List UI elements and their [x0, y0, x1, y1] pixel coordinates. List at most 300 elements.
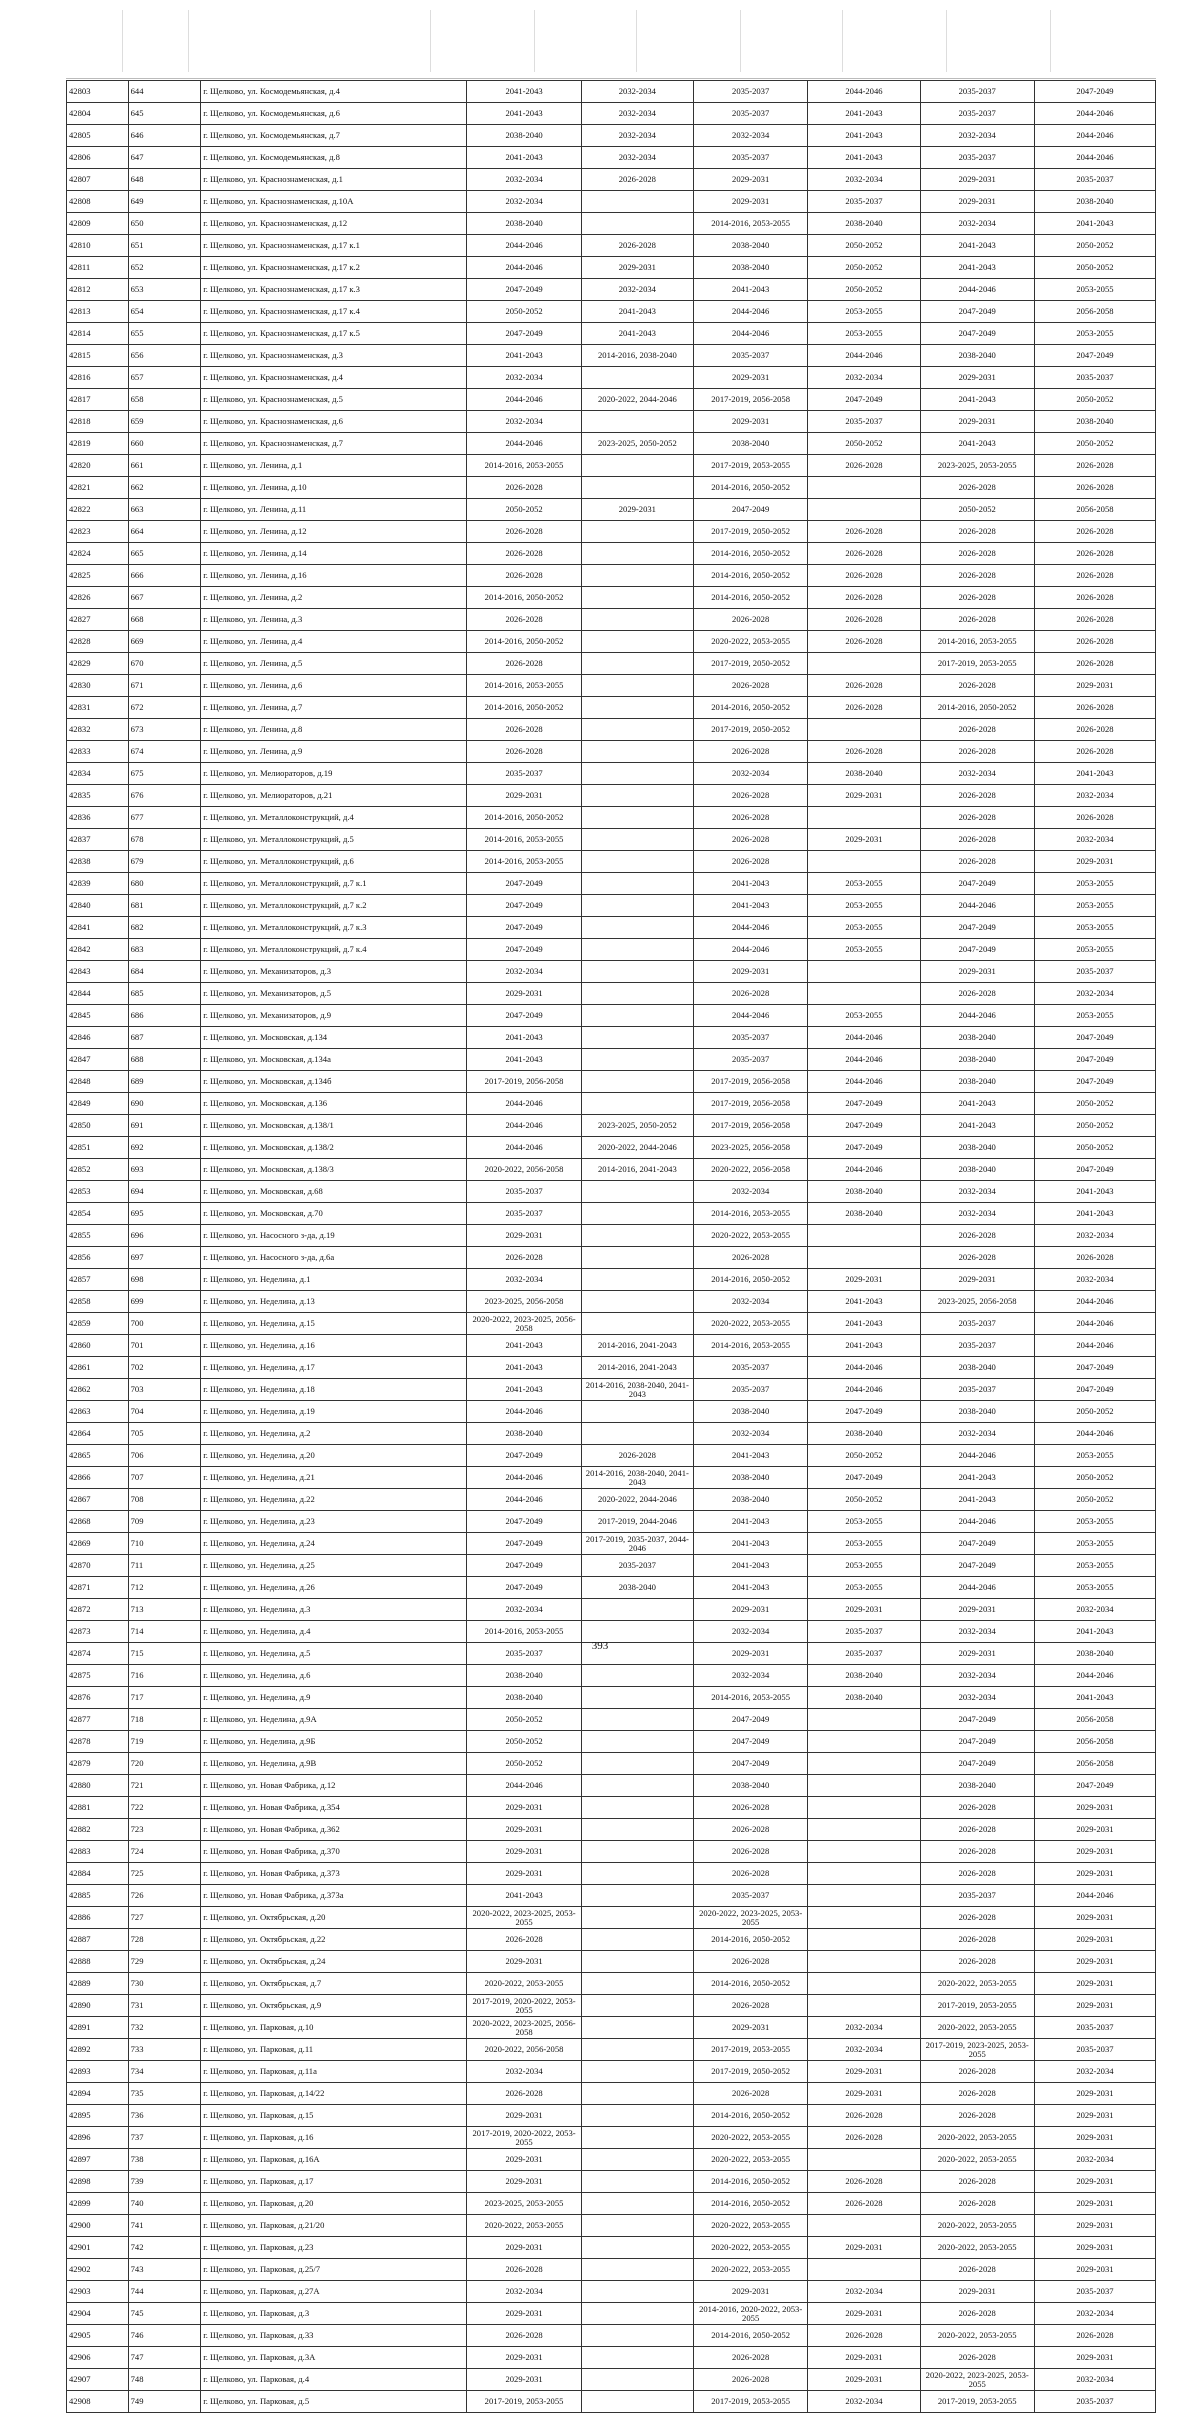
cell-period-1: 2020-2022, 2023-2025, 2056-2058 [467, 1313, 581, 1335]
cell-period-3: 2026-2028 [693, 1863, 807, 1885]
cell-period-3: 2020-2022, 2053-2055 [693, 1225, 807, 1247]
cell-period-3: 2038-2040 [693, 257, 807, 279]
cell-period-1: 2020-2022, 2056-2058 [467, 1159, 581, 1181]
cell-period-3: 2014-2016, 2050-2052 [693, 2105, 807, 2127]
cell-address: г. Щелково, ул. Парковая, д.3А [201, 2347, 467, 2369]
cell-period-1: 2041-2043 [467, 1379, 581, 1401]
table-row [67, 807, 1156, 829]
cell-address: г. Щелково, ул. Неделина, д.21 [201, 1467, 467, 1489]
cell-item-number: 687 [128, 1027, 201, 1049]
cell-period-4 [808, 1775, 920, 1797]
cell-period-1: 2026-2028 [467, 1929, 581, 1951]
cell-period-5: 2029-2031 [920, 1643, 1034, 1665]
cell-period-5: 2032-2034 [920, 763, 1034, 785]
cell-period-6: 2044-2046 [1034, 1885, 1155, 1907]
cell-period-5: 2020-2022, 2053-2055 [920, 1973, 1034, 1995]
cell-period-6: 2026-2028 [1034, 609, 1155, 631]
cell-address: г. Щелково, ул. Краснознаменская, д.6 [201, 411, 467, 433]
cell-period-5: 2032-2034 [920, 1687, 1034, 1709]
cell-row-id: 42883 [67, 1841, 129, 1863]
table-row [67, 785, 1156, 807]
cell-period-6: 2053-2055 [1034, 939, 1155, 961]
cell-item-number: 689 [128, 1071, 201, 1093]
cell-period-1: 2044-2046 [467, 257, 581, 279]
cell-period-4: 2050-2052 [808, 257, 920, 279]
table-row [67, 1841, 1156, 1863]
cell-address: г. Щелково, ул. Неделина, д.16 [201, 1335, 467, 1357]
cell-period-3: 2026-2028 [693, 609, 807, 631]
cell-address: г. Щелково, ул. Неделина, д.6 [201, 1665, 467, 1687]
cell-period-3: 2014-2016, 2053-2055 [693, 1687, 807, 1709]
cell-period-3: 2038-2040 [693, 1489, 807, 1511]
cell-period-1: 2047-2049 [467, 1511, 581, 1533]
cell-row-id: 42870 [67, 1555, 129, 1577]
cell-period-4 [808, 807, 920, 829]
table-row [67, 741, 1156, 763]
cell-period-2 [581, 873, 693, 895]
table-row [67, 1335, 1156, 1357]
cell-item-number: 680 [128, 873, 201, 895]
cell-row-id: 42886 [67, 1907, 129, 1929]
cell-address: г. Щелково, ул. Московская, д.68 [201, 1181, 467, 1203]
cell-period-3: 2017-2019, 2053-2055 [693, 2391, 807, 2413]
cell-period-1: 2029-2031 [467, 1225, 581, 1247]
cell-period-4: 2038-2040 [808, 213, 920, 235]
cell-period-4: 2044-2046 [808, 1159, 920, 1181]
cell-item-number: 685 [128, 983, 201, 1005]
cell-period-3: 2029-2031 [693, 191, 807, 213]
cell-period-3: 2020-2022, 2053-2055 [693, 2259, 807, 2281]
cell-row-id: 42857 [67, 1269, 129, 1291]
cell-period-2: 2032-2034 [581, 147, 693, 169]
table-row [67, 587, 1156, 609]
cell-period-1: 2032-2034 [467, 367, 581, 389]
cell-period-2 [581, 2281, 693, 2303]
cell-period-2 [581, 1005, 693, 1027]
cell-row-id: 42837 [67, 829, 129, 851]
cell-period-3: 2020-2022, 2053-2055 [693, 631, 807, 653]
table-row [67, 1159, 1156, 1181]
cell-item-number: 645 [128, 103, 201, 125]
cell-period-6: 2032-2034 [1034, 983, 1155, 1005]
cell-row-id: 42811 [67, 257, 129, 279]
cell-address: г. Щелково, ул. Парковая, д.14/22 [201, 2083, 467, 2105]
cell-period-4: 2038-2040 [808, 1687, 920, 1709]
cell-item-number: 656 [128, 345, 201, 367]
cell-address: г. Щелково, ул. Неделина, д.2 [201, 1423, 467, 1445]
cell-period-2: 2032-2034 [581, 279, 693, 301]
cell-period-2: 2023-2025, 2050-2052 [581, 1115, 693, 1137]
table-row [67, 1599, 1156, 1621]
cell-period-3: 2029-2031 [693, 2017, 807, 2039]
cell-period-1: 2038-2040 [467, 1665, 581, 1687]
cell-period-4: 2053-2055 [808, 917, 920, 939]
cell-row-id: 42887 [67, 1929, 129, 1951]
cell-period-6: 2035-2037 [1034, 961, 1155, 983]
cell-period-1: 2041-2043 [467, 1357, 581, 1379]
cell-period-3: 2026-2028 [693, 741, 807, 763]
cell-item-number: 692 [128, 1137, 201, 1159]
cell-item-number: 698 [128, 1269, 201, 1291]
cell-period-6: 2047-2049 [1034, 1379, 1155, 1401]
cell-period-4: 2041-2043 [808, 1291, 920, 1313]
cell-address: г. Щелково, ул. Неделина, д.20 [201, 1445, 467, 1467]
cell-period-3: 2035-2037 [693, 1357, 807, 1379]
cell-period-5: 2035-2037 [920, 1313, 1034, 1335]
table-row [67, 1577, 1156, 1599]
cell-period-6: 2026-2028 [1034, 1247, 1155, 1269]
cell-period-4: 2044-2046 [808, 1027, 920, 1049]
cell-period-5: 2020-2022, 2053-2055 [920, 2149, 1034, 2171]
table-row [67, 521, 1156, 543]
cell-address: г. Щелково, ул. Металлоконструкций, д.6 [201, 851, 467, 873]
cell-item-number: 740 [128, 2193, 201, 2215]
cell-period-2 [581, 1885, 693, 1907]
cell-period-5: 2026-2028 [920, 587, 1034, 609]
cell-period-2 [581, 961, 693, 983]
cell-row-id: 42867 [67, 1489, 129, 1511]
cell-row-id: 42904 [67, 2303, 129, 2325]
cell-period-1: 2029-2031 [467, 983, 581, 1005]
cell-period-5: 2026-2028 [920, 2083, 1034, 2105]
cell-period-5: 2041-2043 [920, 433, 1034, 455]
cell-address: г. Щелково, ул. Краснознаменская, д.17 к.3 [201, 279, 467, 301]
cell-period-2: 2026-2028 [581, 235, 693, 257]
cell-period-6: 2032-2034 [1034, 1269, 1155, 1291]
cell-period-2: 2014-2016, 2038-2040, 2041-2043 [581, 1379, 693, 1401]
table-row [67, 851, 1156, 873]
cell-period-5: 2047-2049 [920, 323, 1034, 345]
cell-period-3: 2041-2043 [693, 1511, 807, 1533]
cell-row-id: 42821 [67, 477, 129, 499]
cell-period-6: 2038-2040 [1034, 411, 1155, 433]
cell-period-3: 2041-2043 [693, 1445, 807, 1467]
cell-period-1: 2041-2043 [467, 81, 581, 103]
cell-item-number: 710 [128, 1533, 201, 1555]
cell-period-1: 2026-2028 [467, 609, 581, 631]
page-number: 393 [591, 1640, 609, 1652]
cell-period-1: 2050-2052 [467, 1731, 581, 1753]
cell-period-1: 2041-2043 [467, 103, 581, 125]
cell-period-2 [581, 851, 693, 873]
cell-address: г. Щелково, ул. Неделина, д.5 [201, 1643, 467, 1665]
cell-period-1: 2014-2016, 2053-2055 [467, 675, 581, 697]
cell-period-2 [581, 1049, 693, 1071]
table-row [67, 939, 1156, 961]
cell-address: г. Щелково, ул. Парковая, д.17 [201, 2171, 467, 2193]
cell-row-id: 42890 [67, 1995, 129, 2017]
cell-period-1: 2026-2028 [467, 719, 581, 741]
cell-row-id: 42882 [67, 1819, 129, 1841]
cell-period-4: 2038-2040 [808, 1181, 920, 1203]
cell-period-5: 2026-2028 [920, 2303, 1034, 2325]
cell-period-3: 2044-2046 [693, 301, 807, 323]
cell-item-number: 670 [128, 653, 201, 675]
cell-period-5: 2035-2037 [920, 147, 1034, 169]
cell-item-number: 728 [128, 1929, 201, 1951]
cell-period-6: 2026-2028 [1034, 697, 1155, 719]
cell-period-4: 2029-2031 [808, 2303, 920, 2325]
cell-period-6: 2053-2055 [1034, 1511, 1155, 1533]
table-body [67, 81, 1156, 2413]
cell-period-6: 2038-2040 [1034, 1643, 1155, 1665]
cell-period-4 [808, 1951, 920, 1973]
cell-address: г. Щелково, ул. Неделина, д.9 [201, 1687, 467, 1709]
cell-period-6: 2047-2049 [1034, 1049, 1155, 1071]
cell-period-5: 2014-2016, 2053-2055 [920, 631, 1034, 653]
table-row [67, 345, 1156, 367]
cell-row-id: 42902 [67, 2259, 129, 2281]
table-row [67, 103, 1156, 125]
cell-address: г. Щелково, ул. Московская, д.138/2 [201, 1137, 467, 1159]
cell-item-number: 744 [128, 2281, 201, 2303]
cell-item-number: 653 [128, 279, 201, 301]
cell-period-1: 2044-2046 [467, 1401, 581, 1423]
cell-item-number: 682 [128, 917, 201, 939]
cell-period-5: 2026-2028 [920, 785, 1034, 807]
table-row [67, 477, 1156, 499]
cell-period-1: 2041-2043 [467, 345, 581, 367]
cell-period-6: 2029-2031 [1034, 675, 1155, 697]
cell-item-number: 745 [128, 2303, 201, 2325]
cell-item-number: 746 [128, 2325, 201, 2347]
table-row [67, 1885, 1156, 1907]
cell-period-6: 2035-2037 [1034, 169, 1155, 191]
cell-period-6: 2053-2055 [1034, 1533, 1155, 1555]
cell-period-3: 2032-2034 [693, 125, 807, 147]
cell-period-5: 2047-2049 [920, 939, 1034, 961]
cell-period-4: 2050-2052 [808, 1489, 920, 1511]
cell-period-3: 2026-2028 [693, 807, 807, 829]
cell-row-id: 42844 [67, 983, 129, 1005]
cell-address: г. Щелково, ул. Парковая, д.20 [201, 2193, 467, 2215]
cell-item-number: 732 [128, 2017, 201, 2039]
cell-row-id: 42885 [67, 1885, 129, 1907]
cell-period-2: 2023-2025, 2050-2052 [581, 433, 693, 455]
cell-period-4: 2029-2031 [808, 1599, 920, 1621]
cell-period-2 [581, 1973, 693, 1995]
table-row [67, 235, 1156, 257]
cell-period-3: 2017-2019, 2050-2052 [693, 2061, 807, 2083]
table-row [67, 1093, 1156, 1115]
cell-period-5: 2026-2028 [920, 1929, 1034, 1951]
cell-period-2 [581, 609, 693, 631]
cell-period-3: 2041-2043 [693, 1577, 807, 1599]
cell-item-number: 739 [128, 2171, 201, 2193]
cell-address: г. Щелково, ул. Парковая, д.11а [201, 2061, 467, 2083]
cell-period-2 [581, 2237, 693, 2259]
cell-period-5: 2047-2049 [920, 1753, 1034, 1775]
cell-period-3: 2026-2028 [693, 1819, 807, 1841]
cell-period-1: 2041-2043 [467, 1335, 581, 1357]
cell-row-id: 42836 [67, 807, 129, 829]
cell-period-1: 2032-2034 [467, 1599, 581, 1621]
table-row [67, 961, 1156, 983]
cell-row-id: 42813 [67, 301, 129, 323]
cell-item-number: 663 [128, 499, 201, 521]
table-row [67, 2017, 1156, 2039]
cell-period-1: 2029-2031 [467, 2171, 581, 2193]
cell-period-1: 2029-2031 [467, 2303, 581, 2325]
cell-period-4 [808, 1753, 920, 1775]
cell-address: г. Щелково, ул. Металлоконструкций, д.5 [201, 829, 467, 851]
cell-period-1: 2029-2031 [467, 1819, 581, 1841]
cell-period-4: 2047-2049 [808, 1467, 920, 1489]
cell-period-4: 2044-2046 [808, 345, 920, 367]
cell-period-4: 2032-2034 [808, 2391, 920, 2413]
cell-item-number: 735 [128, 2083, 201, 2105]
cell-period-2 [581, 2171, 693, 2193]
table-row [67, 1709, 1156, 1731]
cell-item-number: 714 [128, 1621, 201, 1643]
cell-period-5: 2026-2028 [920, 565, 1034, 587]
cell-period-2 [581, 1093, 693, 1115]
cell-period-5: 2029-2031 [920, 2281, 1034, 2303]
cell-period-6: 2053-2055 [1034, 873, 1155, 895]
cell-period-3: 2026-2028 [693, 983, 807, 1005]
cell-period-5: 2023-2025, 2053-2055 [920, 455, 1034, 477]
cell-item-number: 693 [128, 1159, 201, 1181]
cell-period-5: 2038-2040 [920, 1049, 1034, 1071]
cell-period-2 [581, 1225, 693, 1247]
cell-period-3: 2038-2040 [693, 1467, 807, 1489]
cell-row-id: 42848 [67, 1071, 129, 1093]
cell-period-4: 2029-2031 [808, 2369, 920, 2391]
cell-period-5: 2026-2028 [920, 609, 1034, 631]
cell-period-6: 2032-2034 [1034, 2149, 1155, 2171]
cell-period-3: 2017-2019, 2056-2058 [693, 389, 807, 411]
cell-period-1: 2047-2049 [467, 939, 581, 961]
cell-period-3: 2026-2028 [693, 2083, 807, 2105]
cell-period-1: 2014-2016, 2053-2055 [467, 455, 581, 477]
cell-period-1: 2029-2031 [467, 2149, 581, 2171]
cell-row-id: 42835 [67, 785, 129, 807]
cell-address: г. Щелково, ул. Ленина, д.6 [201, 675, 467, 697]
cell-period-4: 2026-2028 [808, 2193, 920, 2215]
cell-period-2 [581, 1203, 693, 1225]
table-row [67, 1665, 1156, 1687]
cell-period-6: 2029-2031 [1034, 1973, 1155, 1995]
cell-period-6: 2035-2037 [1034, 2039, 1155, 2061]
table-row [67, 1951, 1156, 1973]
cell-period-3: 2014-2016, 2050-2052 [693, 2171, 807, 2193]
cell-period-1: 2029-2031 [467, 2347, 581, 2369]
cell-address: г. Щелково, ул. Краснознаменская, д.17 к.2 [201, 257, 467, 279]
cell-period-2 [581, 983, 693, 1005]
cell-period-1: 2017-2019, 2020-2022, 2053-2055 [467, 1995, 581, 2017]
cell-period-2 [581, 1841, 693, 1863]
table-row [67, 2215, 1156, 2237]
cell-period-3: 2020-2022, 2053-2055 [693, 2127, 807, 2149]
cell-period-2 [581, 2017, 693, 2039]
table-row [67, 301, 1156, 323]
table-row [67, 499, 1156, 521]
cell-address: г. Щелково, ул. Октябрьская, д.24 [201, 1951, 467, 1973]
cell-row-id: 42900 [67, 2215, 129, 2237]
cell-item-number: 700 [128, 1313, 201, 1335]
table-row [67, 1907, 1156, 1929]
cell-period-6: 2041-2043 [1034, 1687, 1155, 1709]
cell-period-1: 2029-2031 [467, 785, 581, 807]
cell-item-number: 701 [128, 1335, 201, 1357]
table-row [67, 125, 1156, 147]
cell-period-3: 2014-2016, 2050-2052 [693, 2193, 807, 2215]
cell-address: г. Щелково, ул. Парковая, д.11 [201, 2039, 467, 2061]
cell-address: г. Щелково, ул. Космодемьянская, д.8 [201, 147, 467, 169]
cell-period-5: 2017-2019, 2053-2055 [920, 2391, 1034, 2413]
cell-period-3: 2020-2022, 2053-2055 [693, 2149, 807, 2171]
cell-period-2 [581, 587, 693, 609]
cell-period-3: 2035-2037 [693, 1885, 807, 1907]
cell-period-6: 2053-2055 [1034, 1555, 1155, 1577]
cell-period-5: 2026-2028 [920, 477, 1034, 499]
cell-address: г. Щелково, ул. Механизаторов, д.3 [201, 961, 467, 983]
cell-period-3: 2035-2037 [693, 81, 807, 103]
cell-period-3: 2029-2031 [693, 367, 807, 389]
cell-period-2 [581, 939, 693, 961]
cell-address: г. Щелково, ул. Новая Фабрика, д.12 [201, 1775, 467, 1797]
cell-period-2: 2029-2031 [581, 257, 693, 279]
cell-period-5: 2044-2046 [920, 1445, 1034, 1467]
cell-row-id: 42839 [67, 873, 129, 895]
cell-period-2: 2032-2034 [581, 103, 693, 125]
cell-period-6: 2026-2028 [1034, 719, 1155, 741]
cell-item-number: 667 [128, 587, 201, 609]
cell-period-3: 2020-2022, 2053-2055 [693, 2215, 807, 2237]
cell-address: г. Щелково, ул. Космодемьянская, д.6 [201, 103, 467, 125]
cell-period-6: 2056-2058 [1034, 1709, 1155, 1731]
cell-period-2 [581, 1709, 693, 1731]
cell-item-number: 688 [128, 1049, 201, 1071]
cell-period-4 [808, 1929, 920, 1951]
table-row [67, 147, 1156, 169]
cell-address: г. Щелково, ул. Ленина, д.14 [201, 543, 467, 565]
cell-period-1: 2020-2022, 2023-2025, 2053-2055 [467, 1907, 581, 1929]
cell-period-5: 2029-2031 [920, 1269, 1034, 1291]
cell-item-number: 703 [128, 1379, 201, 1401]
cell-row-id: 42826 [67, 587, 129, 609]
cell-period-4 [808, 1247, 920, 1269]
cell-period-5: 2026-2028 [920, 1863, 1034, 1885]
cell-address: г. Щелково, ул. Московская, д.134б [201, 1071, 467, 1093]
cell-item-number: 734 [128, 2061, 201, 2083]
cell-period-2 [581, 543, 693, 565]
cell-row-id: 42805 [67, 125, 129, 147]
table-row [67, 609, 1156, 631]
cell-row-id: 42824 [67, 543, 129, 565]
cell-row-id: 42806 [67, 147, 129, 169]
cell-address: г. Щелково, ул. Московская, д.134 [201, 1027, 467, 1049]
cell-period-5: 2035-2037 [920, 81, 1034, 103]
cell-period-6: 2029-2031 [1034, 1863, 1155, 1885]
cell-period-1: 2026-2028 [467, 2083, 581, 2105]
cell-period-4: 2026-2028 [808, 565, 920, 587]
cell-period-3: 2017-2019, 2050-2052 [693, 521, 807, 543]
cell-item-number: 743 [128, 2259, 201, 2281]
cell-period-2 [581, 565, 693, 587]
cell-address: г. Щелково, ул. Неделина, д.13 [201, 1291, 467, 1313]
cell-item-number: 742 [128, 2237, 201, 2259]
cell-period-4: 2053-2055 [808, 1555, 920, 1577]
cell-period-2 [581, 2303, 693, 2325]
cell-period-6: 2050-2052 [1034, 1137, 1155, 1159]
cell-period-1: 2023-2025, 2056-2058 [467, 1291, 581, 1313]
cell-item-number: 660 [128, 433, 201, 455]
cell-address: г. Щелково, ул. Космодемьянская, д.4 [201, 81, 467, 103]
cell-period-2 [581, 1731, 693, 1753]
cell-period-5: 2038-2040 [920, 345, 1034, 367]
cell-period-4: 2053-2055 [808, 1577, 920, 1599]
